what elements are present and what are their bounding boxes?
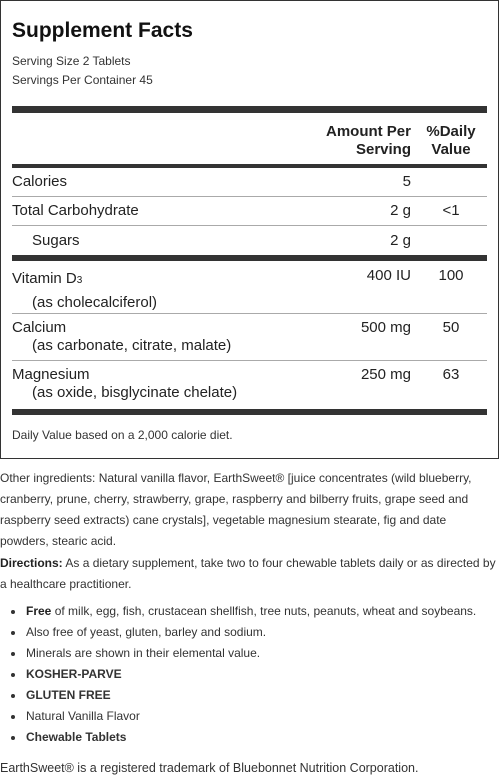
list-item: Natural Vanilla Flavor [0, 706, 499, 727]
serving-size: Serving Size 2 Tablets [12, 54, 131, 68]
list-item: Minerals are shown in their elemental value. [0, 643, 499, 664]
nutrient-row-calcium: Calcium (as carbonate, citrate, malate) 500 mg 50 [12, 314, 487, 361]
facts-title: Supplement Facts [12, 19, 193, 42]
list-item: Chewable Tablets [0, 727, 499, 748]
thick-divider [12, 409, 487, 415]
trademark-note: EarthSweet® is a registered trademark of Bluebonnet Nutrition Corporation. [0, 761, 419, 775]
list-item: GLUTEN FREE [0, 685, 499, 706]
directions [0, 553, 496, 595]
nutrient-row-sugars: Sugars 2 g [32, 231, 411, 249]
other-ingredients: Other ingredients: Natural vanilla flavor, EarthSweet® [juice concentrates (wild blueberry, cranberry, prune, cherry, strawberry, grape, raspberry and bilberry fruits, grape seed and raspberry seed extracts) cane crystals], vegetable magnesium stearate, fig and date powders, stearic acid. [0, 471, 472, 548]
daily-value-header: %Daily Value [426, 123, 476, 158]
list-item: Free of milk, egg, fish, crustacean shellfish, tree nuts, peanuts, wheat and soybeans. [0, 601, 499, 622]
daily-value-footnote: Daily Value based on a 2,000 calorie diet. [12, 428, 233, 442]
nutrient-row-vitamin-d: Vitamin D3 (as cholecalciferol) 400 IU 100 [12, 261, 487, 314]
nutrient-row-magnesium: Magnesium (as oxide, bisglycinate chelate) 250 mg 63 [12, 366, 460, 401]
servings-per-container: Servings Per Container 45 [12, 73, 153, 87]
product-features-list [0, 601, 499, 748]
nutrient-row-carbohydrate: Total Carbohydrate 2 g <1 [12, 197, 487, 226]
thick-divider [12, 106, 487, 113]
amount-header: Amount Per Serving [325, 123, 411, 158]
directions-label: Directions: [0, 556, 63, 570]
directions-text: As a dietary supplement, take two to four chewable tablets daily or as directed by a healthcare practitioner. [0, 556, 496, 591]
column-headers [12, 113, 487, 164]
list-item: KOSHER-PARVE [0, 664, 499, 685]
nutrient-row-calories: Calories 5 [12, 168, 487, 197]
list-item: Also free of yeast, gluten, barley and sodium. [0, 622, 499, 643]
